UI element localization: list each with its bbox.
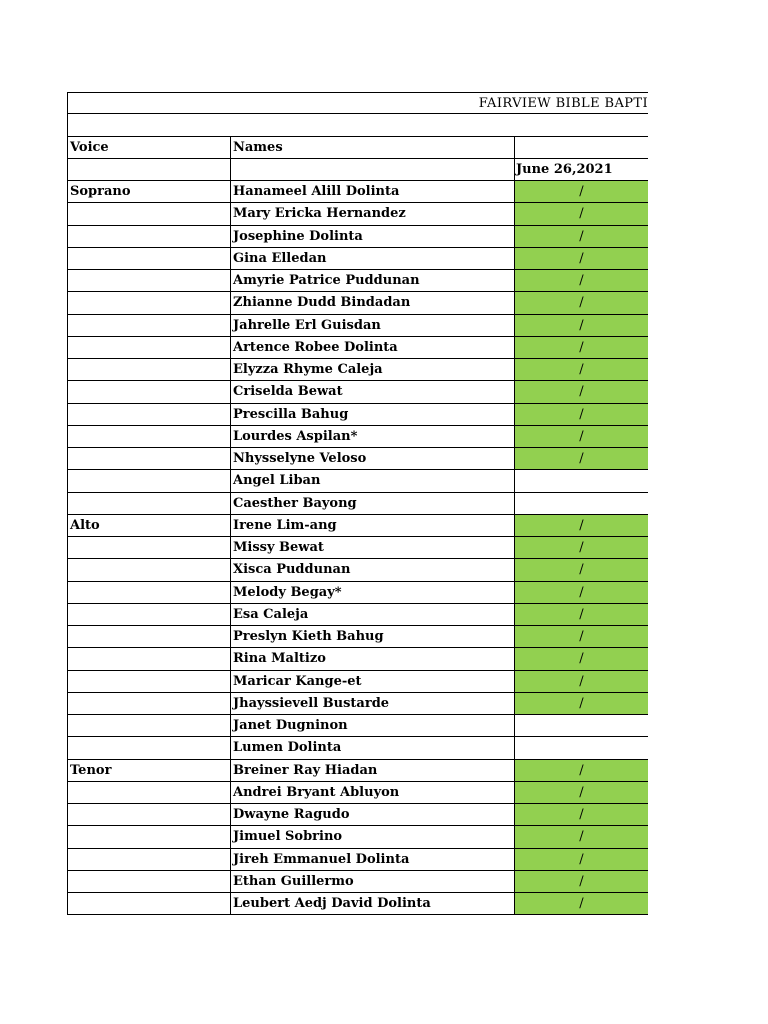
voice-cell[interactable] (67, 426, 230, 447)
table-row (67, 737, 648, 759)
attendance-cell[interactable] (514, 493, 648, 514)
name-cell[interactable]: Leubert Aedj David Dolinta (230, 893, 514, 914)
attendance-cell[interactable]: / (514, 270, 648, 291)
attendance-sheet (67, 92, 648, 915)
table-row (67, 559, 648, 581)
voice-cell[interactable] (67, 248, 230, 269)
attendance-cell[interactable]: / (514, 292, 648, 313)
voice-cell[interactable] (67, 648, 230, 669)
date-row (67, 159, 648, 181)
table-row (67, 359, 648, 381)
voice-cell[interactable] (67, 671, 230, 692)
attendance-cell[interactable]: / (514, 448, 648, 469)
attendance-cell[interactable]: / (514, 871, 648, 892)
attendance-cell[interactable]: / (514, 826, 648, 847)
table-row (67, 693, 648, 715)
attendance-cell[interactable]: / (514, 782, 648, 803)
voice-cell[interactable] (67, 782, 230, 803)
voice-cell[interactable] (67, 292, 230, 313)
voice-cell[interactable] (67, 737, 230, 758)
attendance-cell[interactable]: / (514, 693, 648, 714)
name-cell[interactable]: Jireh Emmanuel Dolinta (230, 849, 514, 870)
table-row (67, 893, 648, 915)
date-header[interactable]: June 26,2021 (514, 159, 648, 180)
voice-cell[interactable] (67, 559, 230, 580)
name-cell[interactable]: Criselda Bewat (230, 381, 514, 402)
name-cell[interactable]: Janet Dugninon (230, 715, 514, 736)
attendance-cell[interactable]: / (514, 537, 648, 558)
table-row (67, 760, 648, 782)
table-row (67, 493, 648, 515)
voice-cell[interactable] (67, 359, 230, 380)
table-row (67, 537, 648, 559)
attendance-cell[interactable]: / (514, 893, 648, 914)
name-cell[interactable]: Xisca Puddunan (230, 559, 514, 580)
voice-cell[interactable] (67, 159, 230, 180)
name-cell[interactable]: Andrei Bryant Abluyon (230, 782, 514, 803)
voice-cell[interactable] (67, 626, 230, 647)
attendance-cell[interactable] (514, 737, 648, 758)
name-cell[interactable]: Ethan Guillermo (230, 871, 514, 892)
attendance-cell[interactable]: / (514, 760, 648, 781)
table-row (67, 470, 648, 492)
name-cell[interactable]: Prescilla Bahug (230, 404, 514, 425)
name-cell[interactable]: Melody Begay* (230, 582, 514, 603)
table-row (67, 582, 648, 604)
voice-cell[interactable] (67, 203, 230, 224)
voice-cell[interactable] (67, 470, 230, 491)
voice-cell[interactable] (67, 270, 230, 291)
name-cell[interactable]: Caesther Bayong (230, 493, 514, 514)
table-row (67, 315, 648, 337)
table-row (67, 715, 648, 737)
voice-cell[interactable] (67, 804, 230, 825)
name-cell[interactable]: Zhianne Dudd Bindadan (230, 292, 514, 313)
voice-cell[interactable] (67, 448, 230, 469)
attendance-cell[interactable]: / (514, 315, 648, 336)
table-row (67, 671, 648, 693)
attendance-cell[interactable]: / (514, 849, 648, 870)
table-row (67, 226, 648, 248)
title-row (67, 92, 648, 114)
table-row (67, 181, 648, 203)
voice-header[interactable]: Voice (67, 137, 230, 158)
voice-cell[interactable] (67, 337, 230, 358)
voice-cell[interactable] (67, 826, 230, 847)
name-cell[interactable]: Rina Maltizo (230, 648, 514, 669)
attendance-cell[interactable] (514, 470, 648, 491)
voice-cell[interactable] (67, 849, 230, 870)
name-cell[interactable]: Irene Lim-ang (230, 515, 514, 536)
voice-cell[interactable] (67, 315, 230, 336)
attendance-cell[interactable]: / (514, 181, 648, 202)
attendance-cell[interactable]: / (514, 226, 648, 247)
name-cell[interactable]: Mary Ericka Hernandez (230, 203, 514, 224)
sheet-title[interactable]: FAIRVIEW BIBLE BAPTI (67, 93, 648, 113)
voice-cell[interactable] (67, 582, 230, 603)
name-cell[interactable]: Nhysselyne Veloso (230, 448, 514, 469)
name-cell[interactable]: Jahrelle Erl Guisdan (230, 315, 514, 336)
blank-row (67, 114, 648, 136)
name-cell[interactable] (230, 159, 514, 180)
voice-cell[interactable] (67, 493, 230, 514)
table-row (67, 849, 648, 871)
attendance-cell[interactable]: / (514, 671, 648, 692)
table-row (67, 604, 648, 626)
attendance-cell[interactable]: / (514, 381, 648, 402)
name-cell[interactable]: Hanameel Alill Dolinta (230, 181, 514, 202)
table-row (67, 626, 648, 648)
voice-cell[interactable]: Tenor (67, 760, 230, 781)
name-cell[interactable]: Esa Caleja (230, 604, 514, 625)
table-row (67, 648, 648, 670)
attendance-cell[interactable]: / (514, 626, 648, 647)
attendance-cell[interactable]: / (514, 248, 648, 269)
attendance-cell[interactable]: / (514, 426, 648, 447)
name-cell[interactable]: Elyzza Rhyme Caleja (230, 359, 514, 380)
name-cell[interactable]: Maricar Kange-et (230, 671, 514, 692)
name-cell[interactable]: Breiner Ray Hiadan (230, 760, 514, 781)
attendance-cell[interactable]: / (514, 515, 648, 536)
table-row (67, 381, 648, 403)
voice-cell[interactable] (67, 226, 230, 247)
name-cell[interactable]: Lourdes Aspilan* (230, 426, 514, 447)
attendance-cell[interactable]: / (514, 359, 648, 380)
name-cell[interactable]: Angel Liban (230, 470, 514, 491)
names-header[interactable]: Names (230, 137, 514, 158)
attendance-cell[interactable]: / (514, 604, 648, 625)
voice-cell[interactable]: Alto (67, 515, 230, 536)
name-cell[interactable]: Amyrie Patrice Puddunan (230, 270, 514, 291)
table-row (67, 337, 648, 359)
table-row (67, 270, 648, 292)
voice-cell[interactable]: Soprano (67, 181, 230, 202)
table-row (67, 871, 648, 893)
table-row (67, 804, 648, 826)
attendance-header-blank[interactable] (514, 137, 648, 158)
name-cell[interactable]: Gina Elledan (230, 248, 514, 269)
table-row (67, 426, 648, 448)
attendance-cell[interactable]: / (514, 559, 648, 580)
name-cell[interactable]: Artence Robee Dolinta (230, 337, 514, 358)
name-cell[interactable]: Jhayssievell Bustarde (230, 693, 514, 714)
voice-cell[interactable] (67, 604, 230, 625)
attendance-cell[interactable]: / (514, 804, 648, 825)
attendance-cell[interactable] (514, 715, 648, 736)
name-cell[interactable]: Dwayne Ragudo (230, 804, 514, 825)
member-rows (67, 181, 648, 915)
name-cell[interactable]: Josephine Dolinta (230, 226, 514, 247)
attendance-cell[interactable]: / (514, 582, 648, 603)
table-row (67, 826, 648, 848)
voice-cell[interactable] (67, 693, 230, 714)
name-cell[interactable]: Missy Bewat (230, 537, 514, 558)
header-row (67, 137, 648, 159)
table-row (67, 248, 648, 270)
table-row (67, 448, 648, 470)
name-cell[interactable]: Jimuel Sobrino (230, 826, 514, 847)
attendance-cell[interactable]: / (514, 648, 648, 669)
voice-cell[interactable] (67, 871, 230, 892)
table-row (67, 292, 648, 314)
table-row (67, 515, 648, 537)
voice-cell[interactable] (67, 404, 230, 425)
attendance-cell[interactable]: / (514, 404, 648, 425)
name-cell[interactable]: Preslyn Kieth Bahug (230, 626, 514, 647)
voice-cell[interactable] (67, 893, 230, 914)
table-row (67, 203, 648, 225)
attendance-cell[interactable]: / (514, 337, 648, 358)
voice-cell[interactable] (67, 715, 230, 736)
attendance-cell[interactable]: / (514, 203, 648, 224)
table-row (67, 404, 648, 426)
blank-cell[interactable] (67, 114, 648, 135)
voice-cell[interactable] (67, 537, 230, 558)
table-row (67, 782, 648, 804)
name-cell[interactable]: Lumen Dolinta (230, 737, 514, 758)
voice-cell[interactable] (67, 381, 230, 402)
